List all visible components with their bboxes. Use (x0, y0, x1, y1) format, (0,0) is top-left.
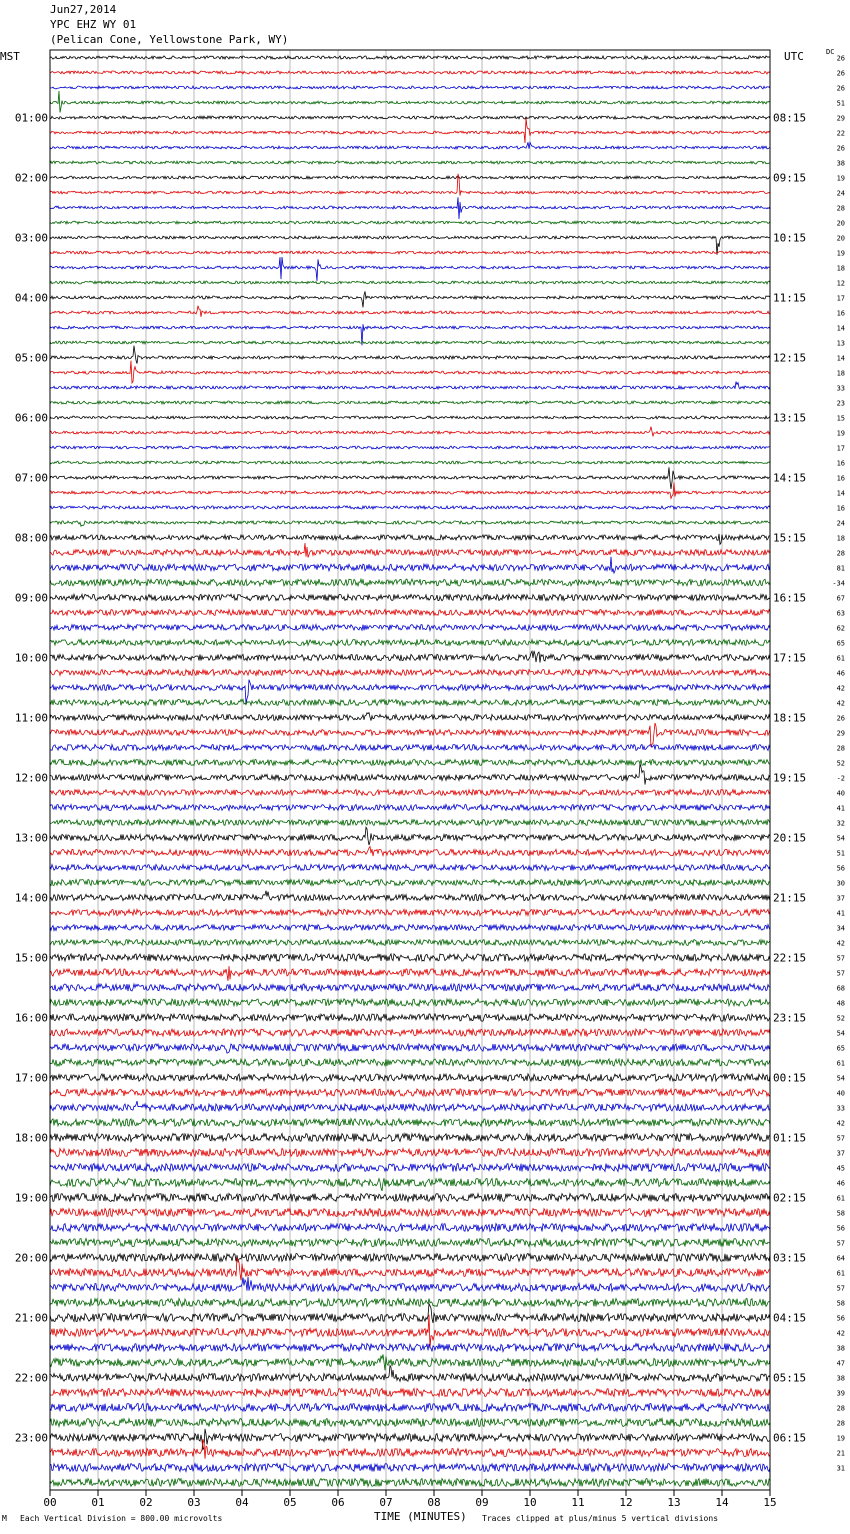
trace-58 (50, 909, 770, 915)
dc-offset-value: 42 (836, 1329, 845, 1338)
trace-31 (50, 506, 770, 509)
trace-91 (50, 1404, 770, 1412)
dc-offset-value: 21 (836, 1449, 845, 1458)
dc-offset-value: 38 (836, 1374, 845, 1383)
left-axis-title: MST (0, 50, 20, 63)
trace-50 (50, 790, 770, 796)
trace-7 (50, 142, 770, 149)
trace-46 (50, 723, 770, 747)
x-tick-label: 03 (187, 1496, 201, 1509)
mst-hour-label: 13:00 (14, 831, 48, 845)
dc-offset-value: 20 (836, 219, 845, 228)
dc-offset-value: 40 (836, 1089, 845, 1098)
clip-note: Traces clipped at plus/minus 5 vertical divisions (482, 1514, 719, 1523)
dc-offset-value: 28 (836, 1419, 845, 1428)
dc-offset-value: 46 (836, 1179, 845, 1188)
mst-hour-label: 17:00 (14, 1071, 48, 1085)
trace-81 (50, 1254, 770, 1262)
x-tick-label: 01 (91, 1496, 105, 1509)
dc-offset-value: 18 (836, 264, 845, 273)
utc-hour-label: 21:15 (773, 891, 807, 905)
x-tick-label: 11 (571, 1496, 585, 1509)
trace-64 (50, 999, 770, 1006)
dc-offset-value: 68 (836, 984, 845, 993)
mst-hour-label: 23:00 (14, 1431, 48, 1445)
trace-51 (50, 805, 770, 811)
dc-offset-value: 48 (836, 999, 845, 1008)
dc-offset-value: 24 (836, 189, 845, 198)
dc-offset-value: 54 (836, 1074, 845, 1083)
mst-hour-label: 06:00 (14, 411, 48, 425)
trace-14 (50, 251, 770, 254)
trace-22 (50, 361, 770, 383)
trace-18 (50, 306, 770, 317)
trace-65 (50, 1014, 770, 1021)
footer-mark: M (2, 1514, 7, 1523)
trace-5 (50, 116, 770, 119)
trace-38 (50, 610, 770, 616)
trace-70 (50, 1089, 770, 1096)
trace-16 (50, 281, 770, 284)
mst-hour-label: 04:00 (14, 291, 48, 305)
trace-57 (50, 891, 770, 901)
dc-offset-value: 56 (836, 864, 845, 873)
trace-26 (50, 427, 770, 437)
dc-offset-value: 26 (836, 144, 845, 153)
x-tick-label: 15 (763, 1496, 777, 1509)
dc-offset-value: 56 (836, 1314, 845, 1323)
trace-45 (50, 713, 770, 721)
utc-hour-label: 12:15 (773, 351, 807, 365)
x-tick-label: 12 (619, 1496, 633, 1509)
dc-offset-value: -34 (832, 579, 845, 588)
mst-hour-label: 11:00 (14, 711, 48, 725)
mst-hour-label: 05:00 (14, 351, 48, 365)
trace-80 (50, 1239, 770, 1247)
utc-hour-label: 03:15 (773, 1251, 807, 1265)
trace-49 (50, 764, 770, 785)
x-tick-label: 06 (331, 1496, 345, 1509)
trace-83 (50, 1277, 770, 1292)
trace-28 (50, 461, 770, 464)
dc-offset-value: 12 (836, 279, 845, 288)
trace-68 (50, 1059, 770, 1066)
trace-15 (50, 257, 770, 281)
dc-offset-value: 57 (836, 969, 845, 978)
dc-offset-value: 18 (836, 534, 845, 543)
dc-offset-value: 38 (836, 1344, 845, 1353)
utc-hour-label: 06:15 (773, 1431, 807, 1445)
trace-35 (50, 557, 770, 573)
dc-offset-value: 34 (836, 924, 845, 933)
mst-hour-label: 16:00 (14, 1011, 48, 1025)
dc-offset-value: 29 (836, 729, 845, 738)
dc-offset-value: 23 (836, 399, 845, 408)
trace-20 (50, 341, 770, 344)
dc-offset-value: 33 (836, 384, 845, 393)
trace-76 (50, 1178, 770, 1191)
dc-offset-value: 61 (836, 654, 845, 663)
dc-offset-value: 40 (836, 789, 845, 798)
dc-offset-value: 57 (836, 1134, 845, 1143)
x-tick-label: 04 (235, 1496, 249, 1509)
dc-offset-value: 14 (836, 324, 845, 333)
utc-hour-label: 04:15 (773, 1311, 807, 1325)
trace-12 (50, 221, 770, 224)
trace-41 (50, 651, 770, 663)
dc-offset-value: 16 (836, 309, 845, 318)
dc-column-title: DC (826, 48, 835, 56)
trace-6 (50, 118, 770, 143)
dc-offset-value: 54 (836, 834, 845, 843)
dc-offset-value: 26 (836, 69, 845, 78)
plot-date: Jun27,2014 (50, 3, 117, 16)
trace-24 (50, 401, 770, 404)
trace-84 (50, 1299, 770, 1307)
dc-offset-value: 62 (836, 624, 845, 633)
dc-offset-value: 26 (836, 54, 845, 63)
utc-hour-label: 09:15 (773, 171, 807, 185)
dc-offset-value: 51 (836, 849, 845, 858)
trace-55 (50, 865, 770, 871)
trace-39 (50, 625, 770, 631)
dc-offset-value: 16 (836, 504, 845, 513)
x-tick-label: 10 (523, 1496, 537, 1509)
dc-offset-value: 22 (836, 129, 845, 138)
utc-hour-label: 16:15 (773, 591, 807, 605)
trace-3 (50, 86, 770, 89)
dc-offset-value: 14 (836, 354, 845, 363)
x-tick-label: 13 (667, 1496, 681, 1509)
dc-offset-value: 56 (836, 1224, 845, 1233)
trace-90 (50, 1389, 770, 1397)
dc-offset-value: 28 (836, 204, 845, 213)
utc-hour-label: 20:15 (773, 831, 807, 845)
dc-offset-value: 16 (836, 474, 845, 483)
trace-4 (50, 91, 770, 113)
dc-offset-value: 57 (836, 1284, 845, 1293)
x-tick-label: 00 (43, 1496, 57, 1509)
dc-offset-value: 16 (836, 459, 845, 468)
dc-offset-value: 54 (836, 1029, 845, 1038)
trace-77 (50, 1194, 770, 1202)
mst-hour-label: 14:00 (14, 891, 48, 905)
trace-59 (50, 925, 770, 931)
trace-78 (50, 1209, 770, 1217)
trace-92 (50, 1419, 770, 1427)
mst-hour-label: 09:00 (14, 591, 48, 605)
mst-hour-label: 03:00 (14, 231, 48, 245)
x-tick-label: 09 (475, 1496, 489, 1509)
trace-88 (50, 1354, 770, 1370)
utc-hour-label: 15:15 (773, 531, 807, 545)
dc-offset-value: 41 (836, 804, 845, 813)
right-axis-title: UTC (784, 50, 804, 63)
trace-96 (50, 1479, 770, 1487)
trace-67 (50, 1044, 770, 1053)
station-location: (Pelican Cone, Yellowstone Park, WY) (50, 33, 289, 46)
dc-offset-value: 37 (836, 1149, 845, 1158)
trace-47 (50, 745, 770, 751)
dc-offset-value: 46 (836, 669, 845, 678)
mst-hour-label: 15:00 (14, 951, 48, 965)
trace-25 (50, 416, 770, 419)
mst-hour-label: 12:00 (14, 771, 48, 785)
dc-offset-value: 18 (836, 369, 845, 378)
dc-offset-value: 65 (836, 1044, 845, 1053)
dc-offset-value: 42 (836, 684, 845, 693)
trace-34 (50, 543, 770, 558)
dc-offset-value: 61 (836, 1059, 845, 1068)
x-tick-label: 02 (139, 1496, 153, 1509)
utc-hour-label: 13:15 (773, 411, 807, 425)
utc-hour-label: 05:15 (773, 1371, 807, 1385)
x-axis-title: TIME (MINUTES) (374, 1510, 467, 1523)
mst-hour-label: 18:00 (14, 1131, 48, 1145)
utc-hour-label: 18:15 (773, 711, 807, 725)
trace-56 (50, 880, 770, 886)
trace-21 (50, 346, 770, 364)
dc-offset-value: 58 (836, 1299, 845, 1308)
trace-53 (50, 827, 770, 845)
trace-69 (50, 1074, 770, 1081)
dc-offset-value: 28 (836, 744, 845, 753)
mst-hour-label: 10:00 (14, 651, 48, 665)
trace-17 (50, 291, 770, 307)
dc-offset-value: 52 (836, 1014, 845, 1023)
dc-offset-value: 19 (836, 174, 845, 183)
trace-66 (50, 1029, 770, 1036)
dc-offset-value: 38 (836, 159, 845, 168)
dc-offset-value: -2 (836, 774, 845, 783)
mst-hour-label: 01:00 (14, 111, 48, 125)
scale-note: Each Vertical Division = 800.00 microvolts (20, 1514, 223, 1523)
utc-hour-label: 17:15 (773, 651, 807, 665)
trace-62 (50, 966, 770, 981)
mst-hour-label: 21:00 (14, 1311, 48, 1325)
dc-offset-value: 58 (836, 1209, 845, 1218)
trace-23 (50, 382, 770, 389)
dc-offset-value: 67 (836, 594, 845, 603)
trace-29 (50, 467, 770, 489)
trace-27 (50, 446, 770, 449)
dc-offset-value: 45 (836, 1164, 845, 1173)
trace-93 (50, 1429, 770, 1450)
utc-hour-label: 10:15 (773, 231, 807, 245)
station-code: YPC EHZ WY 01 (50, 18, 137, 31)
mst-hour-label: 20:00 (14, 1251, 48, 1265)
dc-offset-value: 39 (836, 1389, 845, 1398)
dc-offset-value: 20 (836, 234, 845, 243)
trace-11 (50, 197, 770, 219)
dc-offset-value: 13 (836, 339, 845, 348)
utc-hour-label: 00:15 (773, 1071, 807, 1085)
trace-33 (50, 534, 770, 545)
trace-89 (50, 1366, 770, 1382)
dc-offset-value: 29 (836, 114, 845, 123)
trace-75 (50, 1164, 770, 1172)
dc-offset-value: 65 (836, 639, 845, 648)
trace-48 (50, 760, 770, 766)
trace-52 (50, 820, 770, 826)
dc-offset-value: 63 (836, 609, 845, 618)
x-tick-label: 14 (715, 1496, 729, 1509)
utc-hour-label: 11:15 (773, 291, 807, 305)
trace-2 (50, 71, 770, 74)
dc-offset-value: 51 (836, 99, 845, 108)
trace-43 (50, 680, 770, 704)
trace-8 (50, 161, 770, 164)
dc-offset-value: 42 (836, 1119, 845, 1128)
trace-30 (50, 482, 770, 498)
dc-offset-value: 17 (836, 294, 845, 303)
dc-offset-value: 47 (836, 1359, 845, 1368)
trace-60 (50, 940, 770, 946)
utc-hour-label: 02:15 (773, 1191, 807, 1205)
trace-37 (50, 594, 770, 600)
utc-hour-label: 23:15 (773, 1011, 807, 1025)
utc-hour-label: 19:15 (773, 771, 807, 785)
dc-offset-value: 61 (836, 1269, 845, 1278)
trace-44 (50, 700, 770, 706)
dc-offset-value: 28 (836, 1404, 845, 1413)
dc-offset-value: 19 (836, 1434, 845, 1443)
dc-offset-value: 19 (836, 249, 845, 258)
mst-hour-label: 08:00 (14, 531, 48, 545)
dc-offset-value: 28 (836, 549, 845, 558)
trace-86 (50, 1315, 770, 1348)
trace-85 (50, 1304, 770, 1323)
dc-offset-value: 19 (836, 429, 845, 438)
x-tick-label: 07 (379, 1496, 393, 1509)
trace-9 (50, 176, 770, 179)
dc-offset-value: 42 (836, 939, 845, 948)
utc-hour-label: 14:15 (773, 471, 807, 485)
mst-hour-label: 02:00 (14, 171, 48, 185)
dc-offset-value: 41 (836, 909, 845, 918)
trace-36 (50, 579, 770, 586)
dc-offset-value: 32 (836, 819, 845, 828)
x-tick-label: 05 (283, 1496, 297, 1509)
trace-87 (50, 1344, 770, 1352)
dc-offset-value: 64 (836, 1254, 845, 1263)
trace-95 (50, 1464, 770, 1472)
dc-offset-value: 30 (836, 879, 845, 888)
utc-hour-label: 01:15 (773, 1131, 807, 1145)
trace-42 (50, 670, 770, 676)
trace-40 (50, 640, 770, 646)
trace-61 (50, 954, 770, 961)
dc-offset-value: 81 (836, 564, 845, 573)
dc-offset-value: 24 (836, 519, 845, 528)
dc-offset-value: 42 (836, 699, 845, 708)
trace-82 (50, 1258, 770, 1280)
trace-1 (50, 56, 770, 59)
dc-offset-value: 31 (836, 1464, 845, 1473)
dc-offset-value: 61 (836, 1194, 845, 1203)
dc-offset-value: 57 (836, 954, 845, 963)
trace-71 (50, 1101, 770, 1111)
dc-offset-value: 17 (836, 444, 845, 453)
trace-54 (50, 847, 770, 857)
dc-offset-value: 52 (836, 759, 845, 768)
trace-73 (50, 1134, 770, 1142)
dc-offset-value: 14 (836, 489, 845, 498)
trace-74 (50, 1149, 770, 1157)
dc-offset-value: 15 (836, 414, 845, 423)
utc-hour-label: 08:15 (773, 111, 807, 125)
trace-63 (50, 984, 770, 991)
x-tick-label: 08 (427, 1496, 441, 1509)
trace-94 (50, 1439, 770, 1459)
trace-79 (50, 1224, 770, 1232)
dc-offset-value: 37 (836, 894, 845, 903)
dc-offset-value: 26 (836, 714, 845, 723)
mst-hour-label: 22:00 (14, 1371, 48, 1385)
trace-72 (50, 1119, 770, 1127)
dc-offset-value: 26 (836, 84, 845, 93)
dc-offset-value: 33 (836, 1104, 845, 1113)
mst-hour-label: 19:00 (14, 1191, 48, 1205)
trace-32 (50, 521, 770, 526)
mst-hour-label: 07:00 (14, 471, 48, 485)
dc-offset-value: 57 (836, 1239, 845, 1248)
utc-hour-label: 22:15 (773, 951, 807, 965)
